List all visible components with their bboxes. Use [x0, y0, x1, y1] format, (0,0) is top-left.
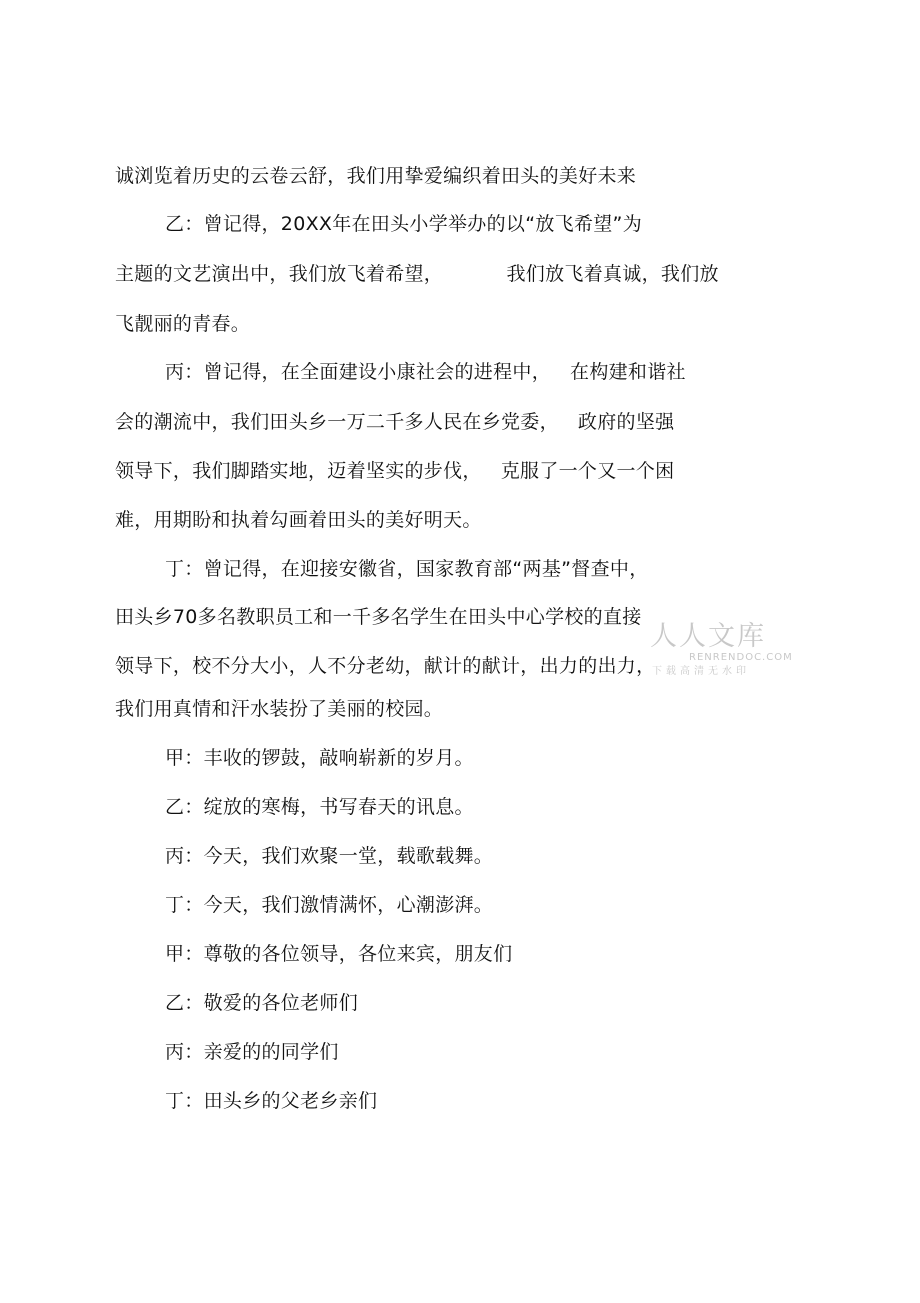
text-line: 乙：曾记得，20XX年在田头小学举办的以“放飞希望”为 [165, 213, 642, 235]
text-line: 丙：今天，我们欢聚一堂，载歌载舞。 [165, 845, 494, 867]
watermark-logo [650, 621, 793, 684]
text-line: 难，用期盼和执着勾画着田头的美好明天。 [115, 509, 482, 531]
text-line: 领导下，校不分大小，人不分老幼，献计的献计，出力的出力， [115, 655, 656, 677]
text-line: 我们用真情和汗水装扮了美丽的校园。 [115, 698, 444, 720]
text-line: 丁：今天，我们激情满怀，心潮澎湃。 [165, 894, 494, 916]
text-line: 甲：丰收的锣鼓，敲响崭新的岁月。 [165, 747, 474, 769]
watermark-subtitle: 下载高清无水印 [652, 666, 750, 677]
text-line: 诚浏览着历史的云卷云舒，我们用挚爱编织着田头的美好未来 [115, 165, 637, 187]
text-line: 丁：曾记得，在迎接安徽省，国家教育部“两基”督查中， [165, 558, 649, 580]
text-line: 丙：曾记得，在全面建设小康社会的进程中， 在构建和谐社 [165, 361, 686, 383]
text-line: 领导下，我们脚踏实地，迈着坚实的步伐， 克服了一个又一个困 [115, 460, 675, 482]
watermark-url: RENRENDOC.COM [689, 652, 793, 663]
text-line: 田头乡70多名教职员工和一千多名学生在田头中心学校的直接 [115, 606, 642, 628]
text-line: 乙：绽放的寒梅，书写春天的讯息。 [165, 796, 474, 818]
watermark-title: 人人文库 [650, 621, 766, 652]
text-line: 会的潮流中，我们田头乡一万二千多人民在乡党委， 政府的坚强 [115, 411, 675, 433]
text-line: 飞靓丽的青春。 [115, 313, 251, 335]
text-line: 丁：田头乡的父老乡亲们 [165, 1090, 378, 1112]
text-line: 乙：敬爱的各位老师们 [165, 992, 359, 1014]
text-line: 主题的文艺演出中，我们放飞着希望， 我们放飞着真诚，我们放 [115, 263, 719, 285]
text-line: 丙：亲爱的的同学们 [165, 1041, 339, 1063]
text-line: 甲：尊敬的各位领导，各位来宾，朋友们 [165, 943, 513, 965]
